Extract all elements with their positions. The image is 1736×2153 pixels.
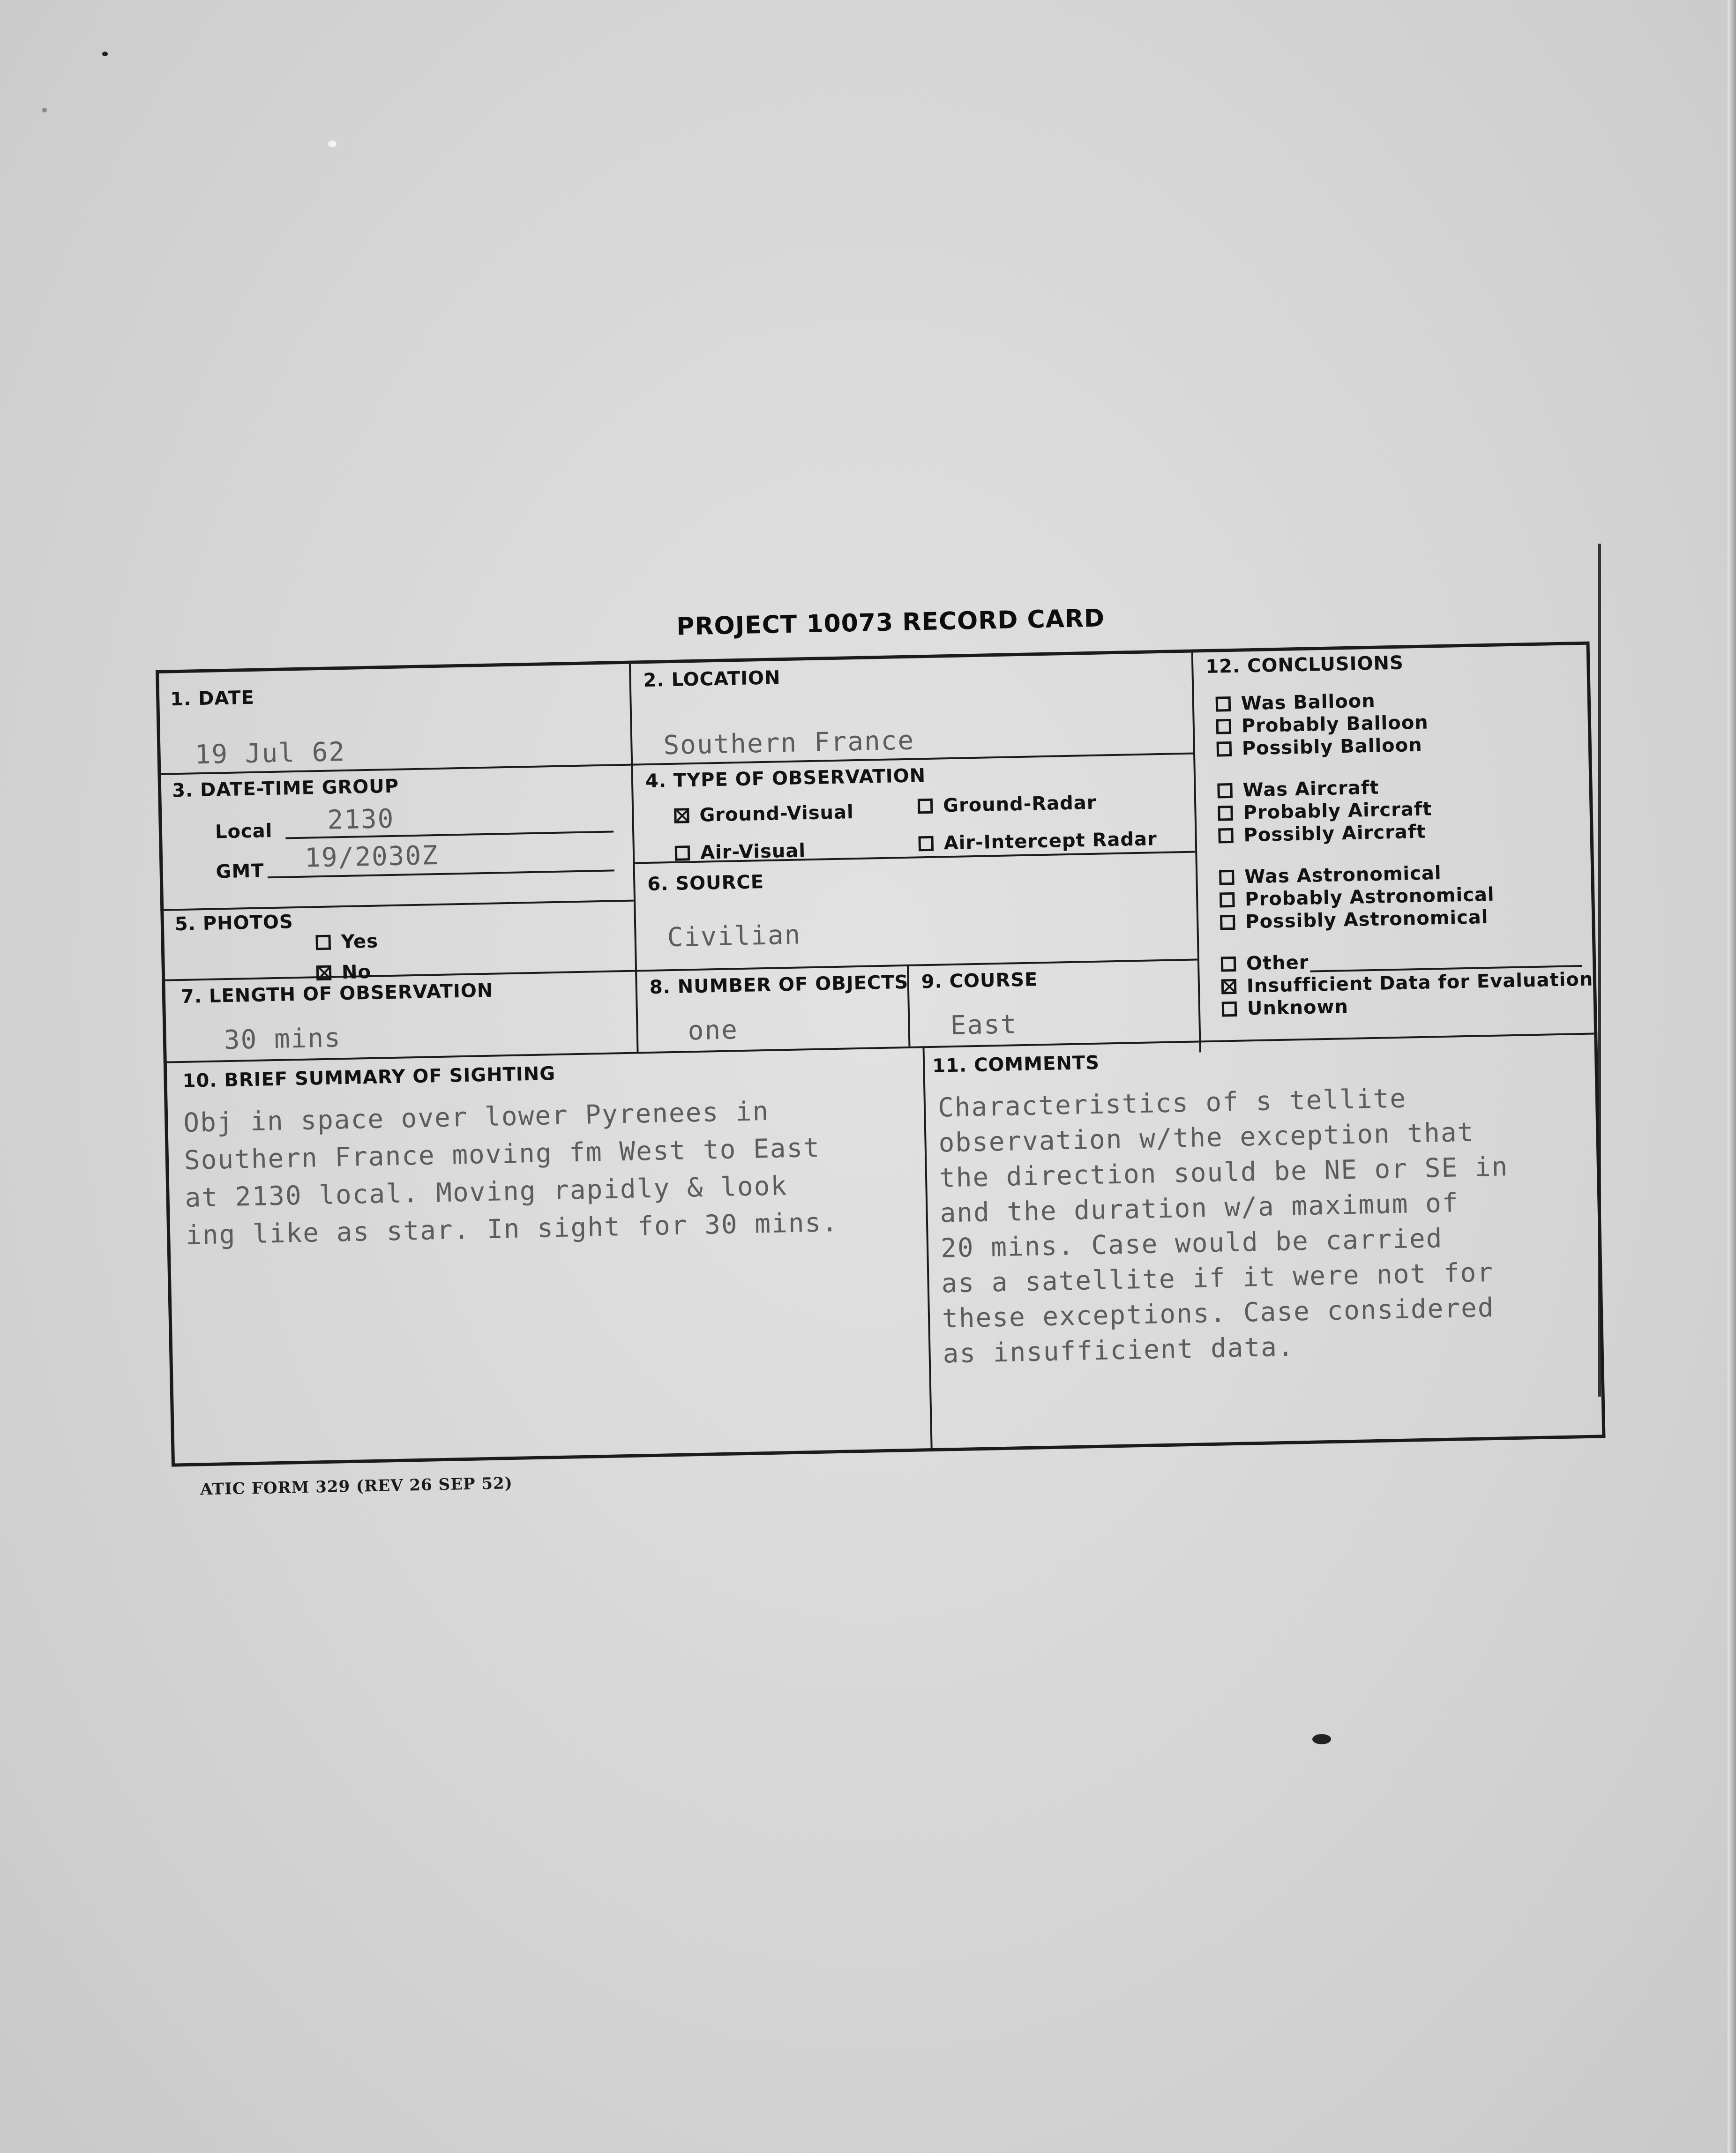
conclusion-other[interactable] [1221,952,1309,975]
photos-option-no[interactable] [316,961,372,984]
option-label: Possibly Aircraft [1243,821,1426,846]
location-label: 2. LOCATION [643,667,781,692]
option-label: No [341,961,372,984]
conclusion-probably-aircraft[interactable] [1218,798,1432,824]
option-label: Probably Astronomical [1244,883,1495,911]
date-time-group-label: 3. DATE-TIME GROUP [172,775,399,802]
checkbox-icon [1216,719,1232,734]
comment-line: as insufficient data. [942,1331,1295,1369]
summary-line: Obj in space over lower Pyrenees in [183,1096,770,1138]
local-time-value: 2130 [327,803,395,836]
date-label: 1. DATE [170,687,255,710]
conclusion-was-aircraft[interactable] [1217,777,1379,802]
option-label: Other [1246,951,1309,975]
option-label: Was Astronomical [1244,862,1442,888]
checkbox-icon [1221,957,1236,972]
length-of-observation-label: 7. LENGTH OF OBSERVATION [180,979,494,1008]
course-label: 9. COURSE [921,969,1038,993]
option-label: Was Aircraft [1242,777,1379,801]
number-of-objects-label: 8. NUMBER OF OBJECTS [649,971,909,998]
observation-option-ground-radar[interactable] [918,792,1097,817]
option-label: Ground-Visual [699,801,854,826]
photos-label: 5. PHOTOS [174,911,294,935]
gmt-label: GMT [216,860,265,883]
conclusion-probably-balloon[interactable] [1216,712,1429,738]
course-value: East [950,1009,1018,1041]
checkbox-icon [918,799,933,814]
location-value: Southern France [663,725,915,761]
conclusion-was-astronomical[interactable] [1219,862,1442,889]
checkbox-icon [315,935,331,950]
conclusions-label: 12. CONCLUSIONS [1205,652,1404,678]
conclusion-possibly-aircraft[interactable] [1218,821,1426,847]
checkbox-icon [1216,696,1231,712]
gmt-value: 19/2030Z [304,840,439,874]
checkbox-icon [1218,806,1233,821]
option-label: Unknown [1247,996,1349,1020]
dust-speck [1312,1734,1331,1744]
summary-line: Southern France moving fm West to East [184,1132,821,1176]
observation-option-ground-visual[interactable] [674,801,854,827]
comment-line: these exceptions. Case considered [942,1292,1495,1334]
brief-summary-label: 10. BRIEF SUMMARY OF SIGHTING [182,1063,556,1092]
checkbox-icon [1217,783,1233,799]
card-title: PROJECT 10073 RECORD CARD [676,604,1105,641]
type-of-observation-label: 4. TYPE OF OBSERVATION [645,765,926,792]
option-label: Probably Balloon [1241,711,1429,737]
comments-label: 11. COMMENTS [932,1052,1100,1077]
page-edge-shadow [1728,0,1736,2153]
option-label: Yes [341,930,379,953]
comment-line: 20 mins. Case would be carried [940,1223,1444,1264]
checkbox-icon [1218,828,1234,844]
comment-line: as a satellite if it were not for [941,1257,1494,1299]
conclusion-possibly-balloon[interactable] [1216,734,1422,760]
conclusion-unknown[interactable] [1222,996,1349,1020]
option-label: Probably Aircraft [1243,798,1432,824]
length-of-observation-value: 30 mins [224,1023,342,1056]
option-label: Was Balloon [1241,690,1376,715]
summary-line: ing like as star. In sight for 30 mins. [185,1207,839,1251]
comment-line: observation w/the exception that [938,1117,1474,1159]
checkbox-icon [675,845,690,861]
checkbox-checked-icon [1221,979,1237,994]
source-label: 6. SOURCE [647,871,764,896]
checkbox-icon [918,836,934,852]
checkbox-icon [1220,892,1235,908]
dust-speck [102,52,108,56]
conclusion-was-balloon[interactable] [1215,690,1376,715]
option-label: Possibly Balloon [1242,734,1423,760]
number-of-objects-value: one [688,1015,739,1047]
dust-speck [328,141,337,147]
card-frame [156,642,1606,1467]
checkbox-icon [1222,1002,1237,1017]
comment-line: the direction sould be NE or SE in [939,1151,1509,1194]
local-time-label: Local [215,820,273,843]
checkbox-checked-icon [316,965,332,981]
option-label: Air-Intercept Radar [943,828,1158,854]
checkbox-checked-icon [674,808,689,823]
checkbox-icon [1219,870,1235,885]
comment-line: Characteristics of s tellite [937,1083,1407,1123]
checkbox-icon [1220,915,1235,930]
option-label: Possibly Astronomical [1245,906,1489,933]
observation-option-air-visual[interactable] [675,840,806,864]
source-value: Civilian [667,920,801,953]
form-number: ATIC FORM 329 (REV 26 SEP 52) [200,1474,513,1499]
checkbox-icon [1217,741,1232,757]
summary-line: at 2130 local. Moving rapidly & look [184,1171,788,1213]
option-label: Insufficient Data for Evaluation [1246,968,1594,997]
dust-speck [42,108,47,112]
photos-option-yes[interactable] [315,931,378,954]
date-value: 19 Jul 62 [195,736,346,770]
record-card [155,595,1606,1499]
option-label: Air-Visual [700,840,806,864]
option-label: Ground-Radar [943,792,1097,817]
comment-line: and the duration w/a maximum of [939,1188,1459,1229]
